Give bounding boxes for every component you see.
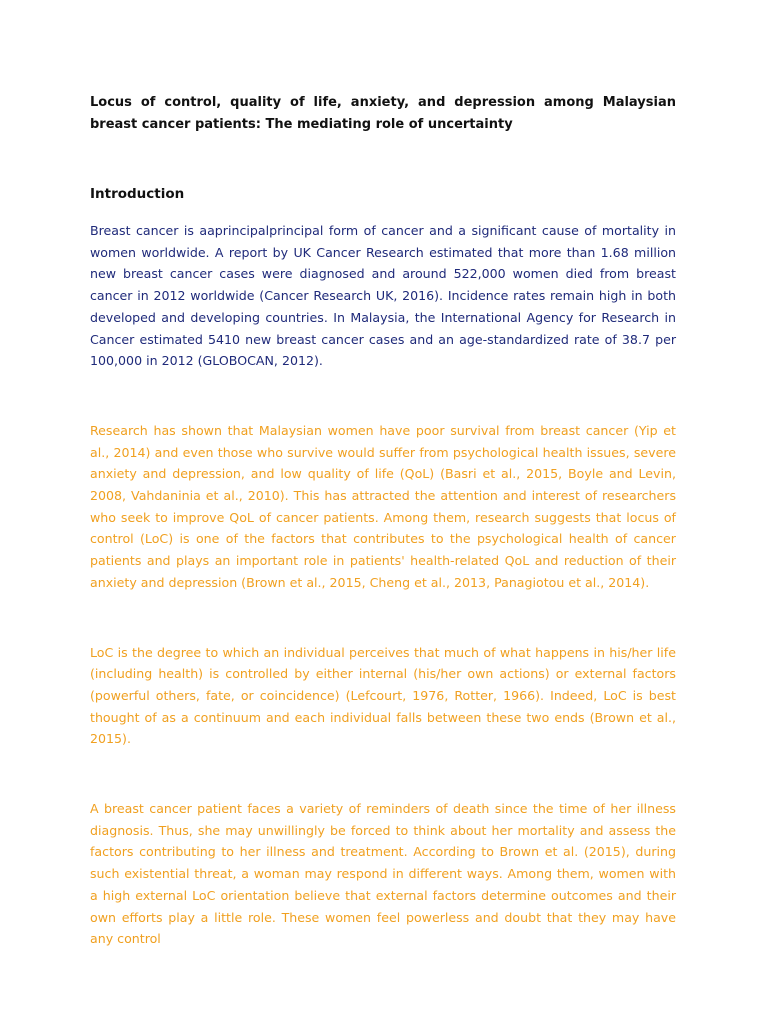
paragraph-2: Research has shown that Malaysian women have poor survival from breast cancer (Yip et al., 2014) and even those who survive would suffer from psychological health issues, severe anxiety and depression, and low quality of life (QoL) (Basri et al., 2015, Boyle and Levin, 2008, Vahdaninia et al., 2010). This has attracted the attention and interest of researchers who seek to improve QoL of cancer patients. Among them, research suggests that locus of control (LoC) is one of the factors that contributes to the psychological health of cancer patients and plays an important role in patients' health-related QoL and reduction of their anxiety and depression (Brown et al., 2015, Cheng et al., 2013, Panagiotou et al., 2014). bbox=[90, 422, 676, 590]
document-title: Locus of control, quality of life, anxiety, and depression among Malaysian breast cancer patients: The mediating role of uncertainty bbox=[90, 95, 676, 132]
paragraph-4: A breast cancer patient faces a variety of reminders of death since the time of her illness diagnosis. Thus, she may unwillingly be forced to think about her mortality and assess the factors contributing to her illness and treatment. According to Brown et al. (2015), during such existential threat, a woman may respond in different ways. Among them, women with a high external LoC orientation believe that external factors determine outcomes and their own efforts play a little role. These women feel powerless and doubt that they may have any control bbox=[90, 801, 676, 947]
paragraph-1: Breast cancer is aaprincipalprincipal form of cancer and a significant cause of mortality in women worldwide. A report by UK Cancer Research estimated that more than 1.68 million new breast cancer cases were diagnosed and around 522,000 women died from breast cancer in 2012 worldwide (Cancer Research UK, 2016). Incidence rates remain high in both developed and developing countries. In Malaysia, the International Agency for Research in Cancer estimated 5410 new breast cancer cases and an age-standardized rate of 38.7 per 100,000 in 2012 (GLOBOCAN, 2012). bbox=[90, 223, 676, 369]
paragraph-3: LoC is the degree to which an individual perceives that much of what happens in his/her life (including health) is controlled by either internal (his/her own actions) or external factors (powerful others, fate, or coincidence) (Lefcourt, 1976, Rotter, 1966). Indeed, LoC is best thought of as a continuum and each individual falls between these two ends (Brown et al., 2015). bbox=[90, 644, 676, 747]
section-heading-introduction: Introduction bbox=[90, 186, 185, 202]
